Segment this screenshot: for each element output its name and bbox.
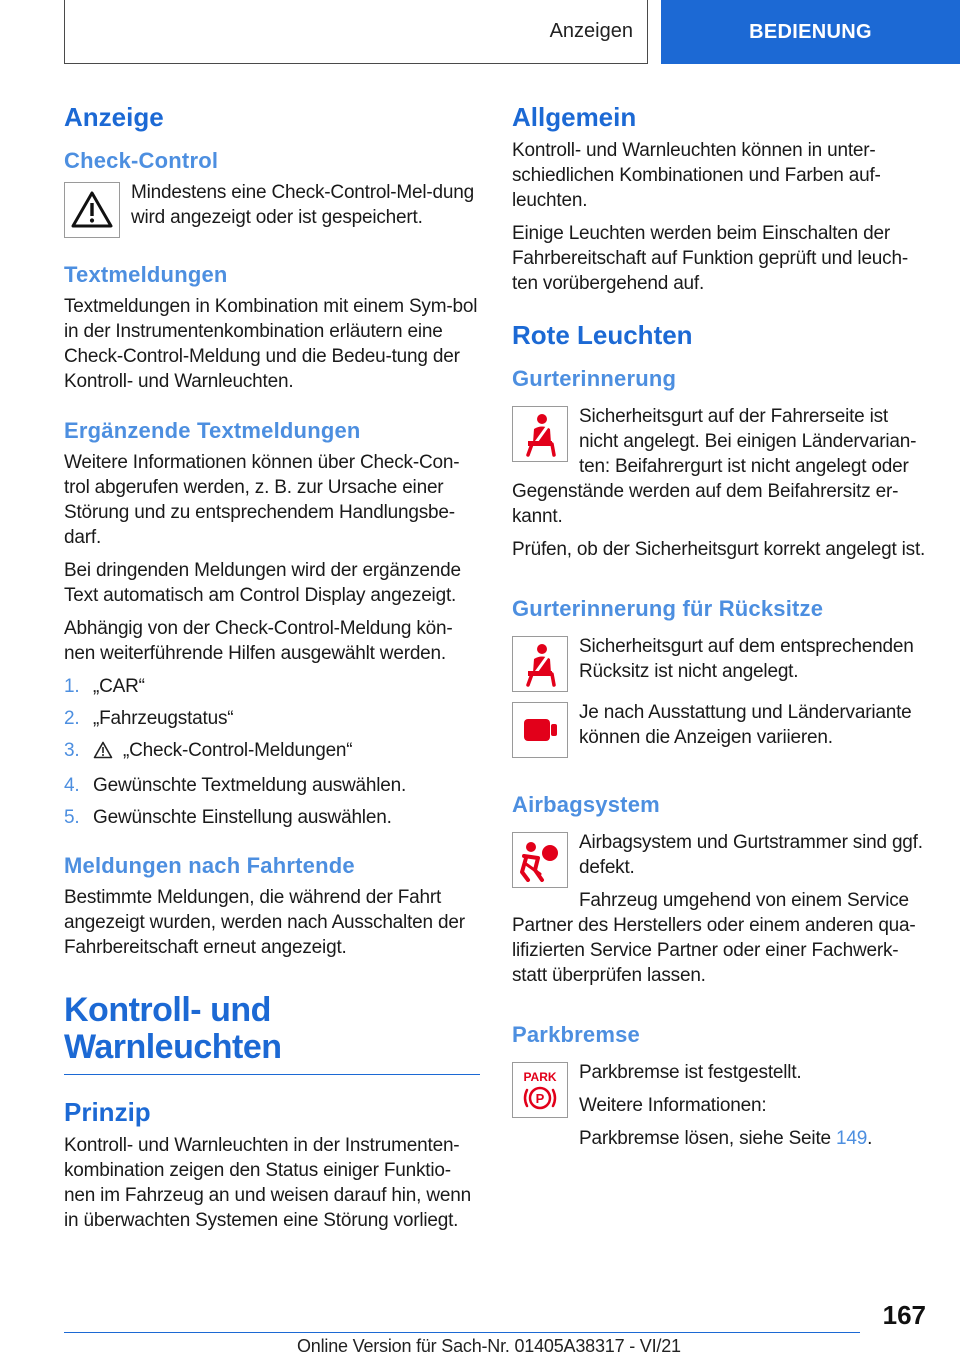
ergaenzend-p2: Bei dringenden Meldungen wird der ergänzende Text automatisch am Control Display angezeigt.: [64, 560, 461, 606]
fahrtende-body: Bestimmte Meldungen, die während der Fahrt angezeigt wurden, werden nach Ausschalten der Fahrbereitschaft erneut angezeigt.: [64, 887, 465, 958]
section-rule: [64, 1074, 480, 1075]
list-item: 3. „Check-Control-Meldungen“: [64, 738, 480, 766]
footer-rule: [64, 1332, 860, 1333]
gurt-rueck-row-1: [512, 634, 928, 692]
list-item: 5. Gewünschte Einstellung auswählen.: [64, 807, 392, 828]
kontroll-title: Kontroll- und Warnleuchten: [64, 991, 282, 1066]
header-chapter-tab: [661, 0, 960, 64]
left-column: [64, 100, 480, 1241]
gurt-rueck-text-1: Sicherheitsgurt auf dem entsprechenden Rücksitz ist nicht angelegt.: [579, 636, 914, 682]
gurt-text: Sicherheitsgurt auf der Fahrerseite ist nicht angelegt. Bei einigen Ländervarian-ten: Beifahrergurt ist nicht angelegt oder: [579, 406, 917, 477]
gurt-rueck-row-2: [512, 700, 928, 758]
airbag-p2: Fahrzeug umgehend von einem Service: [579, 890, 909, 911]
park-p1: Parkbremse ist festgestellt.: [579, 1062, 802, 1083]
right-column: [512, 100, 928, 1159]
checkcontrol-text: Mindestens eine Check-Control-Mel-dung wird angezeigt oder ist gespeichert.: [131, 182, 475, 228]
footer-online-version: Online Version für Sach-Nr. 01405A38317 - VI/21: [297, 1336, 681, 1356]
airbag-icon: [512, 832, 568, 888]
header-section-title: Anzeigen: [549, 20, 633, 42]
allgemein-p2: Einige Leuchten werden beim Einschalten der Fahrbereitschaft auf Funktion geprüft und leuch-ten vorübergehend auf.: [512, 223, 908, 294]
parking-brake-icon: [512, 1062, 568, 1118]
seatbelt-icon: [512, 406, 568, 462]
checkcontrol-heading: Check-Control: [64, 148, 219, 173]
ergaenzend-p3: Abhängig von der Check-Control-Meldung kön-nen weiterführende Hilfen ausgewählt werden.: [64, 618, 453, 664]
gurt-rueck-text-2: Je nach Ausstattung und Ländervariante können die Anzeigen variieren.: [579, 702, 912, 748]
ergaenzend-p1: Weitere Informationen können über Check-Con-trol abgerufen werden, z. B. zur Ursache einer Störung und zu entsprechendem Handlungsbe-darf.: [64, 452, 460, 548]
fahrtende-heading: Meldungen nach Fahrtende: [64, 853, 355, 878]
park-p3: Parkbremse lösen, siehe Seite 149.: [579, 1128, 873, 1149]
header-chapter-title: BEDIENUNG: [749, 20, 872, 43]
steps-list: [64, 674, 480, 830]
checkcontrol-row: [64, 180, 480, 238]
park-icon-label: PARK: [523, 1070, 557, 1084]
rear-seat-indicator-icon: [512, 702, 568, 758]
airbag-heading: Airbagsystem: [512, 792, 660, 817]
prinzip-body: Kontroll- und Warnleuchten in der Instrumenten-kombination zeigen den Status einiger Funktio-nen im Fahrzeug an und weisen darauf hin, wenn in überwachten Systemen eine Störung vorliegt.: [64, 1135, 471, 1231]
park-p2: Weitere Informationen:: [579, 1095, 767, 1116]
gurt-p2: Prüfen, ob der Sicherheitsgurt korrekt angelegt ist.: [512, 539, 926, 560]
gurt-rueck-heading: Gurterinnerung für Rücksitze: [512, 596, 824, 621]
textmeldungen-heading: Textmeldungen: [64, 262, 228, 287]
page-reference-link[interactable]: 149: [835, 1128, 868, 1149]
ergaenzend-heading: Ergänzende Textmeldungen: [64, 418, 361, 443]
park-heading: Parkbremse: [512, 1022, 640, 1047]
list-item: 4. Gewünschte Textmeldung auswählen.: [64, 775, 407, 796]
svg-text:P: P: [535, 1091, 545, 1106]
seatbelt-rear-icon: [512, 636, 568, 692]
gurt-row: [512, 404, 928, 479]
airbag-row: [512, 830, 928, 913]
textmeldungen-body: Textmeldungen in Kombination mit einem Sym-bol in der Instrumentenkombination erläutern eine Check-Control-Meldung und die Bedeu-tung der Kontroll- und Warnleuchten.: [64, 296, 478, 392]
park-row: [512, 1060, 928, 1151]
page-number: 167: [882, 1300, 926, 1330]
gurt-text-cont: Gegenstände werden auf dem Beifahrersitz er-kannt.: [512, 481, 899, 527]
rote-leuchten-heading: Rote Leuchten: [512, 320, 693, 350]
airbag-text-cont: Partner des Herstellers oder einem anderen qua-lifizierten Service Partner oder einer Fachwerk-statt überprüfen lassen.: [512, 915, 916, 986]
allgemein-p1: Kontroll- und Warnleuchten können in unter-schiedlichen Kombinationen und Farben auf-leuchten.: [512, 140, 881, 211]
anzeige-heading: Anzeige: [64, 102, 164, 132]
warning-triangle-icon: [64, 182, 120, 238]
airbag-p1: Airbagsystem und Gurtstrammer sind ggf. defekt.: [579, 832, 923, 878]
header-section-box: [64, 0, 648, 64]
warning-triangle-small-icon: [93, 741, 113, 766]
list-item: 1. „CAR“: [64, 676, 145, 697]
gurt-heading: Gurterinnerung: [512, 366, 677, 391]
allgemein-heading: Allgemein: [512, 102, 637, 132]
list-item: 2. „Fahrzeugstatus“: [64, 708, 234, 729]
prinzip-heading: Prinzip: [64, 1097, 151, 1127]
